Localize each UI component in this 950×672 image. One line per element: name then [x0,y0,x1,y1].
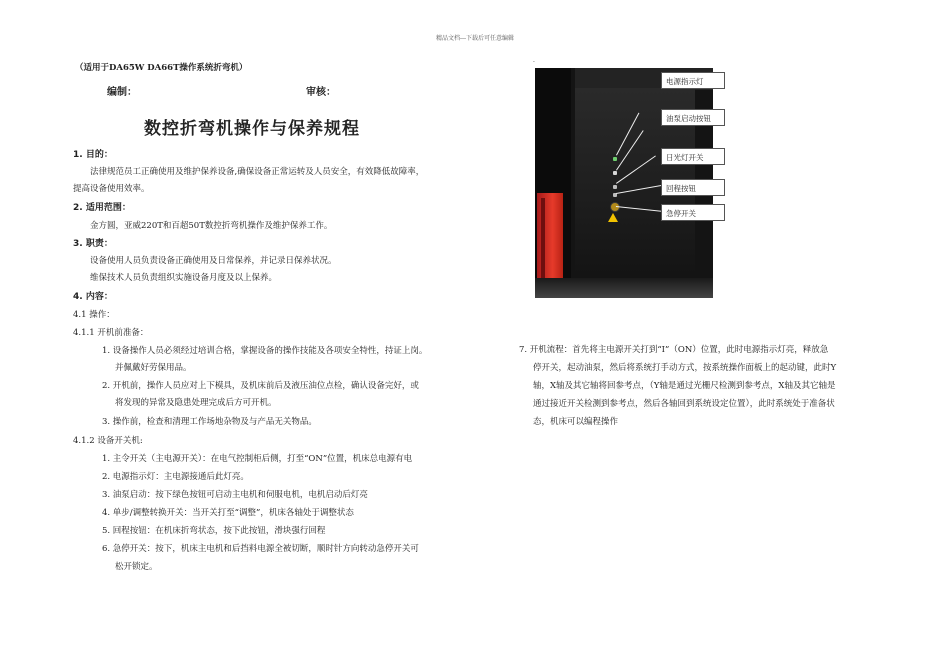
purpose-text: 法律规范员工正确使用及维护保养设备,确保设备正常运转及人员安全，有效降低故障率， [90,167,425,177]
list-item: 3. 油泵启动：按下绿色按钮可启动主电机和伺服电机，电机启动后灯亮 [102,490,368,500]
list-item: 将发现的异常及隐患处理完成后方可开机。 [115,398,277,408]
warning-triangle-icon [608,213,618,222]
duty-text: 设备使用人员负责设备正确使用及日常保养，并记录日保养状况。 [90,256,337,266]
page-title: 数控折弯机操作与保养规程 [144,119,360,139]
callout-light-switch: 日光灯开关 [661,148,725,165]
content-heading: 4. 内容： [73,292,113,302]
section-4-1: 4.1 操作： [73,310,115,320]
startup-text: 7. 开机流程：首先将主电源开关打到“Ⅰ”（ON）位置，此时电源指示灯亮，释放急 [519,345,829,355]
pump-button-icon [613,171,617,175]
duty-text: 维保技术人员负责组织实施设备月度及以上保养。 [90,273,278,283]
startup-text: 通过接近开关检测到参考点，然后各轴回到系统设定位置），此时系统处于准备状 [533,399,835,409]
startup-text: 态，机床可以编程操作 [533,417,619,427]
list-item: 1. 设备操作人员必须经过培训合格，掌握设备的操作技能及各项安全特性，持证上岗。 [102,346,428,356]
list-item: 4. 单步/调整转换开关：当开关打至“调整”，机床各轴处于调整状态 [102,508,354,518]
section-4-1-1: 4.1.1 开机前准备： [73,328,149,338]
list-item: 松开锁定。 [115,562,158,572]
power-indicator-icon [613,157,617,161]
light-switch-icon [613,185,617,189]
list-item: 5. 回程按钮：在机床折弯状态，按下此按钮，滑块强行回程 [102,526,326,536]
list-item: 2. 电源指示灯：主电源接通后此灯亮。 [102,472,249,482]
scope-text: 金方圆，亚威220T和百超50T数控折弯机操作及维护保养工作。 [90,221,333,231]
list-item: 3. 操作前，检查和清理工作场地杂物及与产品无关物品。 [102,417,317,427]
dot-mark: . [533,57,535,64]
reviewer-label: 审核： [306,87,336,98]
editor-label: 编制： [107,87,137,98]
duty-heading: 3. 职责： [73,239,113,249]
startup-text: 轴，X轴及其它轴将回参考点，（Y轴是通过光栅尺检测到参考点，X轴及其它轴是 [533,381,836,391]
page-header: 精品文档---下载后可任意编辑 [435,35,515,42]
applicable-note: （适用于DA65W DA66T操作系统折弯机） [75,63,248,73]
section-4-1-2: 4.1.2 设备开关机: [73,436,143,446]
scope-heading: 2. 适用范围： [73,203,131,213]
callout-emergency-stop: 急停开关 [661,204,725,221]
list-item: 6. 急停开关：按下，机床主电机和后挡料电源全被切断，顺时针方向转动急停开关可 [102,544,419,554]
callout-power-indicator: 电源指示灯 [661,72,725,89]
startup-text: 停开关，起动油泵，然后将系统打手动方式，按系统操作面板上的起动键，此时Y [533,363,837,373]
callout-pump-start: 油泵启动按钮 [661,109,725,126]
list-item: 并佩戴好劳保用品。 [115,363,192,373]
list-item: 2. 开机前，操作人员应对上下模具，及机床前后及液压油位点检，确认设备完好，或 [102,381,419,391]
list-item: 1. 主令开关（主电源开关）：在电气控制柜后侧，打至“ON”位置，机床总电源有电 [102,454,413,464]
purpose-text: 提高设备使用效率。 [73,184,150,194]
callout-return-button: 回程按钮 [661,179,725,196]
purpose-heading: 1. 目的： [73,150,113,160]
